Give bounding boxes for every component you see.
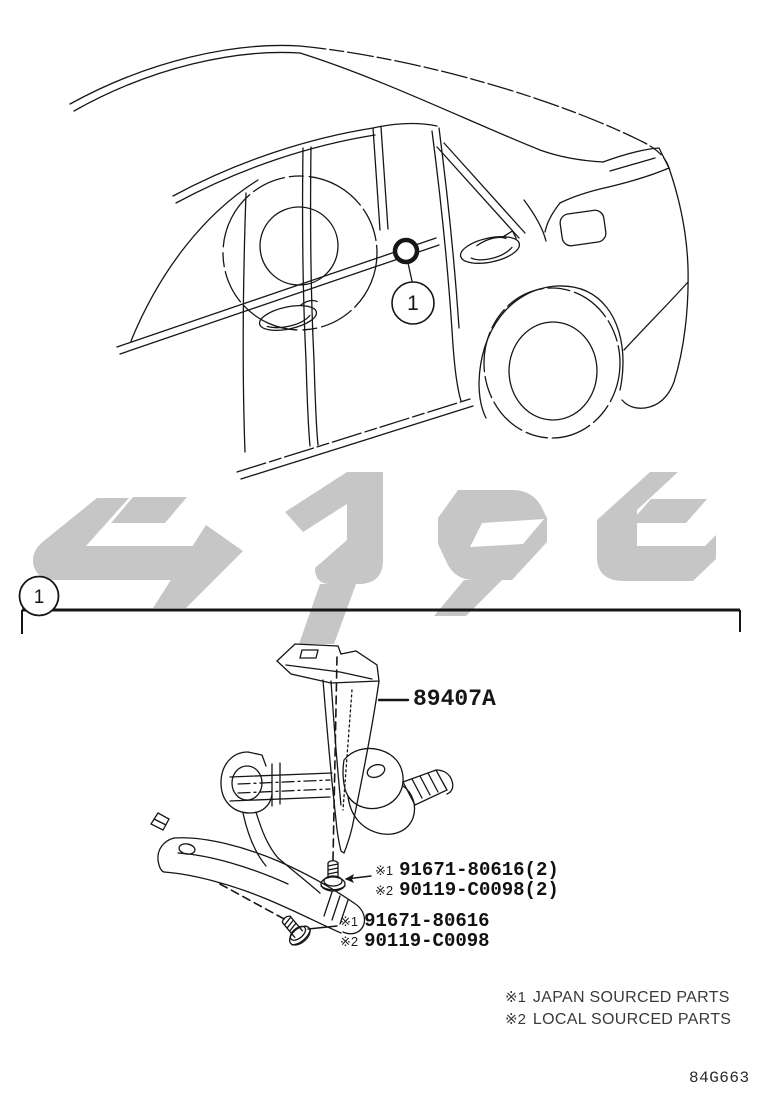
- arm-centerline-2: [238, 789, 330, 793]
- part-number-row: [375, 859, 559, 879]
- part-number: 90119-C0098: [364, 930, 490, 952]
- roof-silhouette: [300, 46, 669, 168]
- arm-top-edge: [230, 773, 332, 777]
- arm-centerline: [238, 780, 330, 784]
- sensor-body: [348, 786, 415, 834]
- strut-left: [243, 813, 266, 866]
- part-number-row: [375, 879, 559, 899]
- figure-code-text: 84G663: [689, 1069, 750, 1087]
- link-arm-bottom: [164, 872, 341, 933]
- link-arm-stud: [151, 813, 169, 830]
- figure-code: [689, 1069, 750, 1087]
- watermark-logo: [33, 472, 716, 644]
- link-arm-top: [174, 838, 354, 903]
- fuel-door: [559, 209, 607, 247]
- source-mark: ※1: [505, 989, 526, 1006]
- part-number-row: [340, 930, 490, 950]
- section-callout-number: 1: [33, 587, 45, 608]
- c-pillar-line-2: [444, 143, 525, 233]
- wheel-arch: [479, 286, 623, 383]
- quarter-glass-edge: [524, 200, 546, 241]
- leader-lower-screw: [308, 926, 337, 929]
- callout-leader: [408, 263, 412, 281]
- b-pillar-2: [311, 147, 318, 445]
- link-arm-cap: [158, 838, 174, 872]
- part-number: 91671-80616: [364, 910, 490, 932]
- rear-fascia: [645, 168, 688, 408]
- source-mark: ※1: [375, 863, 394, 878]
- part-number-89407A: 89407A: [413, 686, 496, 712]
- bumper-bottom: [622, 400, 645, 408]
- note-text: LOCAL SOURCED PARTS: [532, 1011, 732, 1028]
- body-crease: [624, 282, 688, 350]
- source-mark: ※1: [340, 914, 359, 929]
- belt-line-2: [120, 245, 439, 354]
- lever-hole: [365, 762, 386, 779]
- front-door-edge: [243, 193, 246, 452]
- bushing-step: [248, 752, 266, 766]
- rear-door-edge-2: [439, 128, 459, 328]
- source-mark: ※2: [340, 934, 359, 949]
- car-callout-number: 1: [407, 292, 419, 315]
- part-label-bracket: [413, 687, 496, 711]
- part-label-lower-screw: [340, 910, 490, 950]
- note-text: JAPAN SOURCED PARTS: [532, 989, 730, 1006]
- window-top-frame-2: [176, 135, 375, 203]
- note-row: [505, 1010, 731, 1032]
- bracket-shading: [343, 690, 352, 810]
- rear-door-edge: [432, 131, 461, 401]
- wheel-arch-front: [479, 383, 486, 418]
- flange-inner-line: [286, 665, 372, 679]
- part-number: 90119-C0098(2): [399, 879, 559, 901]
- bracket-right-edge: [344, 681, 379, 853]
- flange-notch: [300, 650, 318, 658]
- front-window-edge: [131, 180, 258, 341]
- b-pillar: [303, 148, 310, 446]
- source-mark: ※2: [505, 1011, 526, 1028]
- door-detail-circle-inner: [260, 207, 338, 285]
- spoiler: [560, 148, 669, 203]
- sourcing-notes: [505, 988, 731, 1032]
- wheel-rim: [509, 322, 597, 420]
- connector: [403, 770, 447, 805]
- sensor-lever: [343, 748, 403, 808]
- section-bracket: [20, 577, 741, 635]
- tire: [484, 288, 620, 438]
- part-number-row: [340, 910, 490, 930]
- roof-line-inner: [74, 52, 300, 111]
- bracket-tip: [341, 851, 344, 853]
- spoiler-inner-line: [610, 158, 655, 171]
- lower-bolt-axis-dashed: [220, 884, 286, 920]
- strut-right: [256, 812, 278, 858]
- window-division-2: [381, 127, 388, 229]
- drip-line: [300, 53, 603, 162]
- rear-door-handle: [458, 230, 522, 268]
- rocker-line-2: [241, 406, 473, 479]
- sensor-assembly-drawing: [151, 644, 453, 949]
- trunk-shut-line: [545, 203, 560, 232]
- source-mark: ※2: [375, 883, 394, 898]
- location-marker-ring: [395, 240, 417, 262]
- car-illustration: [70, 45, 688, 479]
- bracket-left-edge: [323, 680, 341, 851]
- screw-upper: [321, 861, 345, 891]
- window-division: [373, 128, 380, 230]
- note-row: [505, 988, 731, 1010]
- c-pillar-line: [437, 147, 519, 238]
- rocker-line: [237, 399, 470, 472]
- part-label-upper-screw: [375, 859, 559, 899]
- part-number: 91671-80616(2): [399, 859, 559, 881]
